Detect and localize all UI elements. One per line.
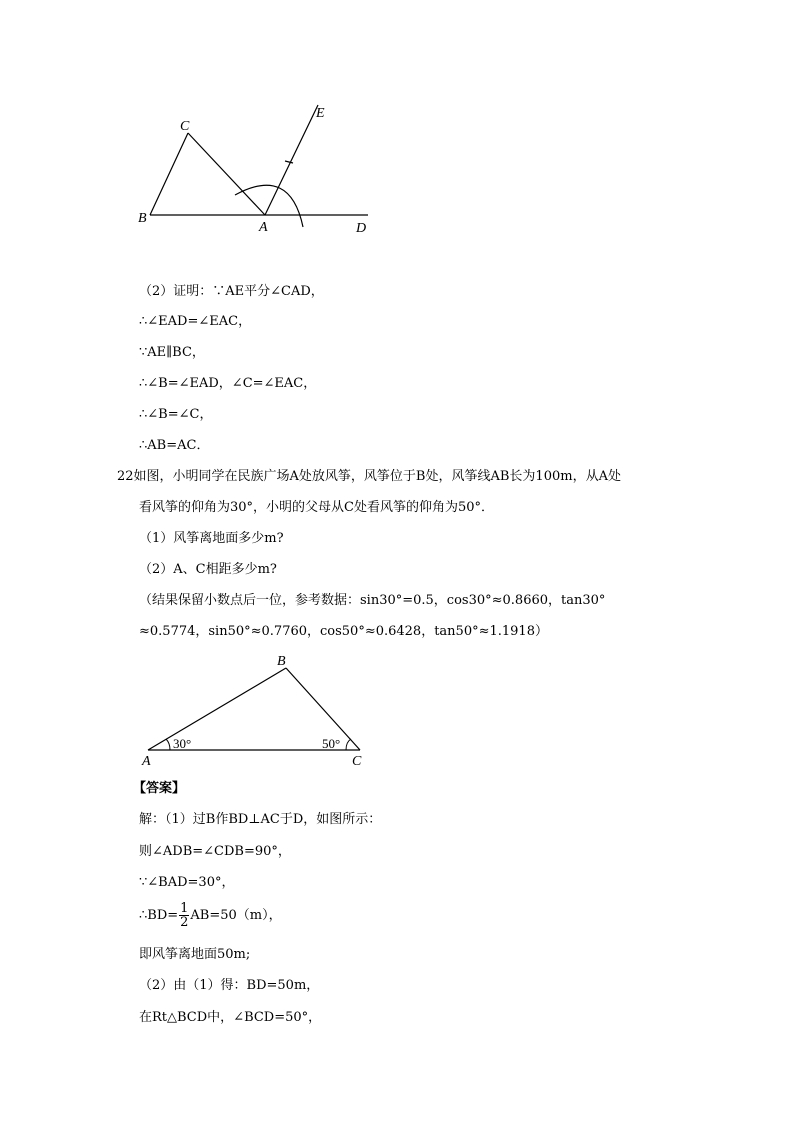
label-c: C	[180, 119, 190, 134]
segment-ca	[188, 133, 265, 215]
answer-line-5: （2）由（1）得：BD=50m，	[139, 978, 320, 993]
problem-22-question-2: （2）A、C相距多少m?	[139, 562, 277, 577]
label-b: B	[138, 211, 147, 226]
label-a: A	[142, 754, 151, 769]
proof-line-1: （2）证明：∵AE平分∠CAD，	[139, 284, 324, 299]
figure-kite-triangle	[130, 650, 380, 770]
label-c: C	[352, 754, 362, 769]
answer-line-4: 即风筝离地面50m;	[139, 947, 251, 962]
proof-line-2: ∴∠EAD=∠EAC，	[139, 314, 252, 329]
problem-22-question-1: （1）风筝离地面多少m?	[139, 531, 284, 546]
proof-line-3: ∵AE∥BC，	[139, 345, 205, 360]
angle-label-c: 50°	[322, 736, 341, 751]
answer-line-1: 解：（1）过B作BD⊥AC于D，如图所示：	[139, 812, 382, 827]
fraction-suffix: AB=50（m），	[190, 908, 282, 923]
problem-22-note-1: （结果保留小数点后一位，参考数据：sin30°=0.5，cos30°≈0.8660，tan30°	[139, 593, 606, 608]
answer-fraction-line	[139, 901, 282, 931]
answer-heading: 【答案】	[133, 781, 186, 796]
fraction-prefix: ∴BD=	[139, 908, 179, 923]
angle-arc-c	[346, 739, 351, 750]
label-d: D	[356, 221, 367, 236]
proof-line-6: ∴AB=AC．	[139, 438, 210, 453]
label-b: B	[277, 654, 286, 669]
fraction-denominator: 2	[180, 915, 189, 930]
label-e: E	[316, 106, 325, 121]
figure-angle-bisector	[120, 95, 390, 245]
answer-line-6: 在Rt△BCD中，∠BCD=50°，	[139, 1010, 322, 1025]
tick-mark	[285, 161, 293, 163]
fraction-numerator: 1	[180, 901, 189, 916]
problem-22-note-2: ≈0.5774，sin50°≈0.7760，cos50°≈0.6428，tan50°≈1.1918）	[139, 624, 548, 639]
angle-arc-a	[166, 739, 170, 750]
proof-line-4: ∴∠B=∠EAD，∠C=∠EAC，	[139, 376, 317, 391]
segment-ab	[148, 668, 286, 750]
label-a: A	[259, 220, 268, 235]
fraction-half	[179, 902, 189, 929]
segment-bc	[150, 133, 188, 215]
answer-line-2: 则∠ADB=∠CDB=90°，	[139, 844, 291, 859]
answer-line-3: ∵∠BAD=30°，	[139, 875, 235, 890]
problem-22-line-2: 看风筝的仰角为30°，小明的父母从C处看风筝的仰角为50°．	[139, 500, 495, 515]
proof-line-5: ∴∠B=∠C，	[139, 407, 213, 422]
problem-22-line-1: 22如图，小明同学在民族广场A处放风筝，风筝位于B处，风筝线AB长为100m，从A处	[117, 469, 621, 484]
angle-label-a: 30°	[173, 736, 192, 751]
